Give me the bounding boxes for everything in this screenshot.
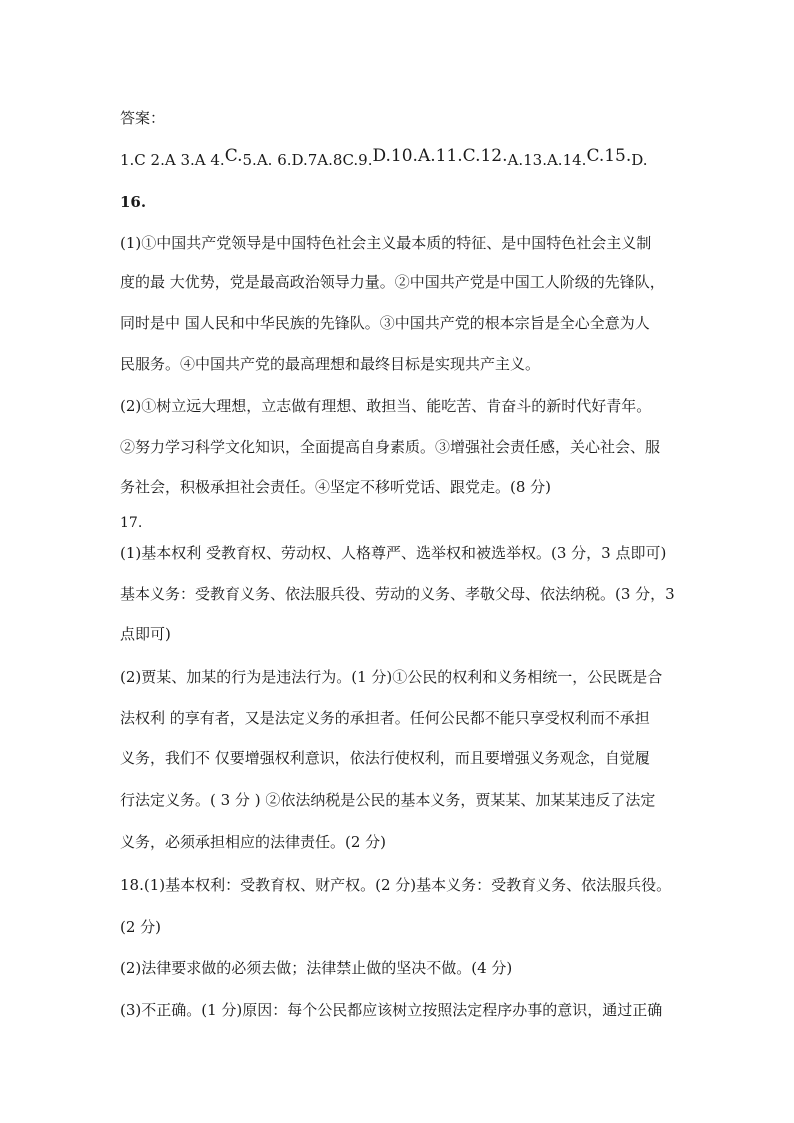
answer-line: 义务，我们不 仅要增强权利意识，依法行使权利，而且要增强义务观念，自觉履 — [120, 749, 650, 767]
mc-answer-segment: 1.C 2.A 3.A 4. — [120, 151, 225, 169]
answer-line: 行法定义务。( 3 分 ) ②依法纳税是公民的基本义务，贾某某、加某某违反了法定 — [120, 791, 656, 809]
answer-line: 务社会，积极承担社会责任。④坚定不移听党话、跟党走。(8 分) — [120, 478, 552, 496]
multiple-choice-answers — [120, 146, 680, 170]
answer-line: (2)贾某、加某的行为是违法行为。(1 分)①公民的权利和义务相统一，公民既是合 — [120, 668, 663, 686]
answer-line: (3)不正确。(1 分)原因：每个公民都应该树立按照法定程序办事的意识，通过正确 — [120, 1001, 663, 1019]
answer-line: 民服务。④中国共产党的最高理想和最终目标是实现共产主义。 — [120, 355, 541, 373]
mc-answer-segment: C.15. — [586, 146, 632, 166]
answer-line: ②努力学习科学文化知识，全面提高自身素质。③增强社会责任感，关心社会、服 — [120, 438, 661, 456]
answer-line: 基本义务：受教育义务、依法服兵役、劳动的义务、孝敬父母、依法纳税。(3 分，3 — [120, 585, 675, 603]
answer-line: (1)①中国共产党领导是中国特色社会主义最本质的特征、是中国特色社会主义制 — [120, 234, 652, 252]
mc-answer-segment: A.13.A.14. — [507, 151, 587, 169]
answer-line: 点即可) — [120, 625, 171, 643]
answer-line: (2 分) — [120, 918, 162, 936]
answer-line: 度的最 大优势，党是最高政治领导力量。②中国共产党是中国工人阶级的先锋队， — [120, 273, 665, 291]
mc-answer-segment: C. — [224, 146, 243, 166]
mc-answer-segment: D.10.A.11. — [372, 146, 463, 166]
answer-line: 16. — [120, 193, 147, 211]
answer-line: 法权利 的享有者，又是法定义务的承担者。任何公民都不能只享受权利而不承担 — [120, 709, 650, 727]
answer-line: (2)①树立远大理想，立志做有理想、敢担当、能吃苦、肯奋斗的新时代好青年。 — [120, 397, 652, 415]
mc-answer-segment: 5.A. 6.D.7A.8C.9. — [242, 151, 373, 169]
answer-heading: 答案： — [120, 109, 166, 127]
answer-line: 17. — [120, 515, 143, 531]
mc-answer-segment: C.12. — [462, 146, 508, 166]
answer-line: 义务，必须承担相应的法律责任。(2 分) — [120, 833, 387, 851]
mc-answer-segment: D. — [631, 151, 648, 169]
answer-line: 同时是中 国人民和中华民族的先锋队。③中国共产党的根本宗旨是全心全意为人 — [120, 314, 650, 332]
answer-line: (1)基本权利 受教育权、劳动权、人格尊严、选举权和被选举权。(3 分，3 点即可) — [120, 544, 667, 562]
answer-line: 18.(1)基本权利：受教育权、财产权。(2 分)基本义务：受教育义务、依法服兵役。 — [120, 876, 672, 894]
answer-line: (2)法律要求做的必须去做；法律禁止做的坚决不做。(4 分) — [120, 959, 513, 977]
